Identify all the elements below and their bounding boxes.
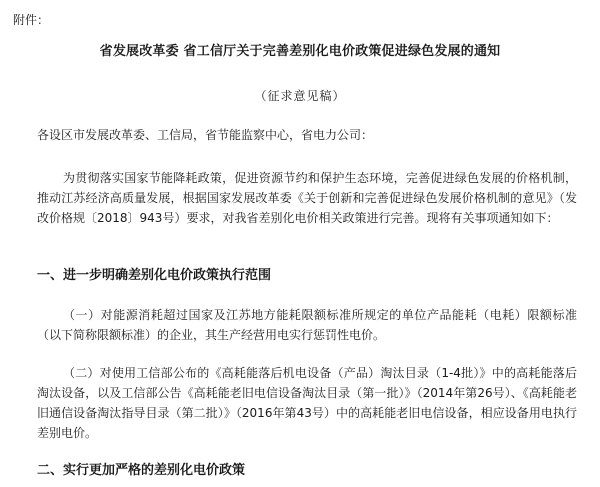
salutation: 各设区市发展改革委、工信局，省节能监察中心，省电力公司： (37, 128, 374, 142)
attachment-label: 附件： (13, 13, 50, 27)
section-heading-2: 二、实行更加严格的差别化电价政策 (37, 463, 246, 478)
section-1-paragraph-2: （二）对使用工信部公布的《高耗能落后机电设备（产品）淘汰目录（1-4批）》中的高耗能落后淘汰设备，以及工信部公告《高耗能老旧电信设备淘汰目录（第一批）》（2014年第26号）、《高耗能老旧通信设备淘汰指导目录（第二批）》（2016年第43号）中的高耗能老旧电信设备，相应设备用电执行差别电价。 (37, 366, 577, 440)
document-title: 省发展改革委 省工信厅关于完善差别化电价政策促进绿色发展的通知 (99, 44, 501, 59)
section-heading-1: 一、进一步明确差别化电价政策执行范围 (37, 268, 272, 283)
document-subtitle: （征求意见稿） (254, 89, 346, 103)
section-1-paragraph-1: （一）对能源消耗超过国家及江苏地方能耗限额标准所规定的单位产品能耗（电耗）限额标准（以下简称限额标准）的企业，其生产经营用电实行惩罚性电价。 (37, 308, 577, 342)
intro-paragraph: 为贯彻落实国家节能降耗政策，促进资源节约和保护生态环境，完善促进绿色发展的价格机制，推动江苏经济高质量发展，根据国家发展改革委《关于创新和完善促进绿色发展价格机制的意见》（发改价格规〔2018〕943号）要求，对我省差别化电价相关政策进行完善。现将有关事项通知如下： (37, 171, 577, 225)
